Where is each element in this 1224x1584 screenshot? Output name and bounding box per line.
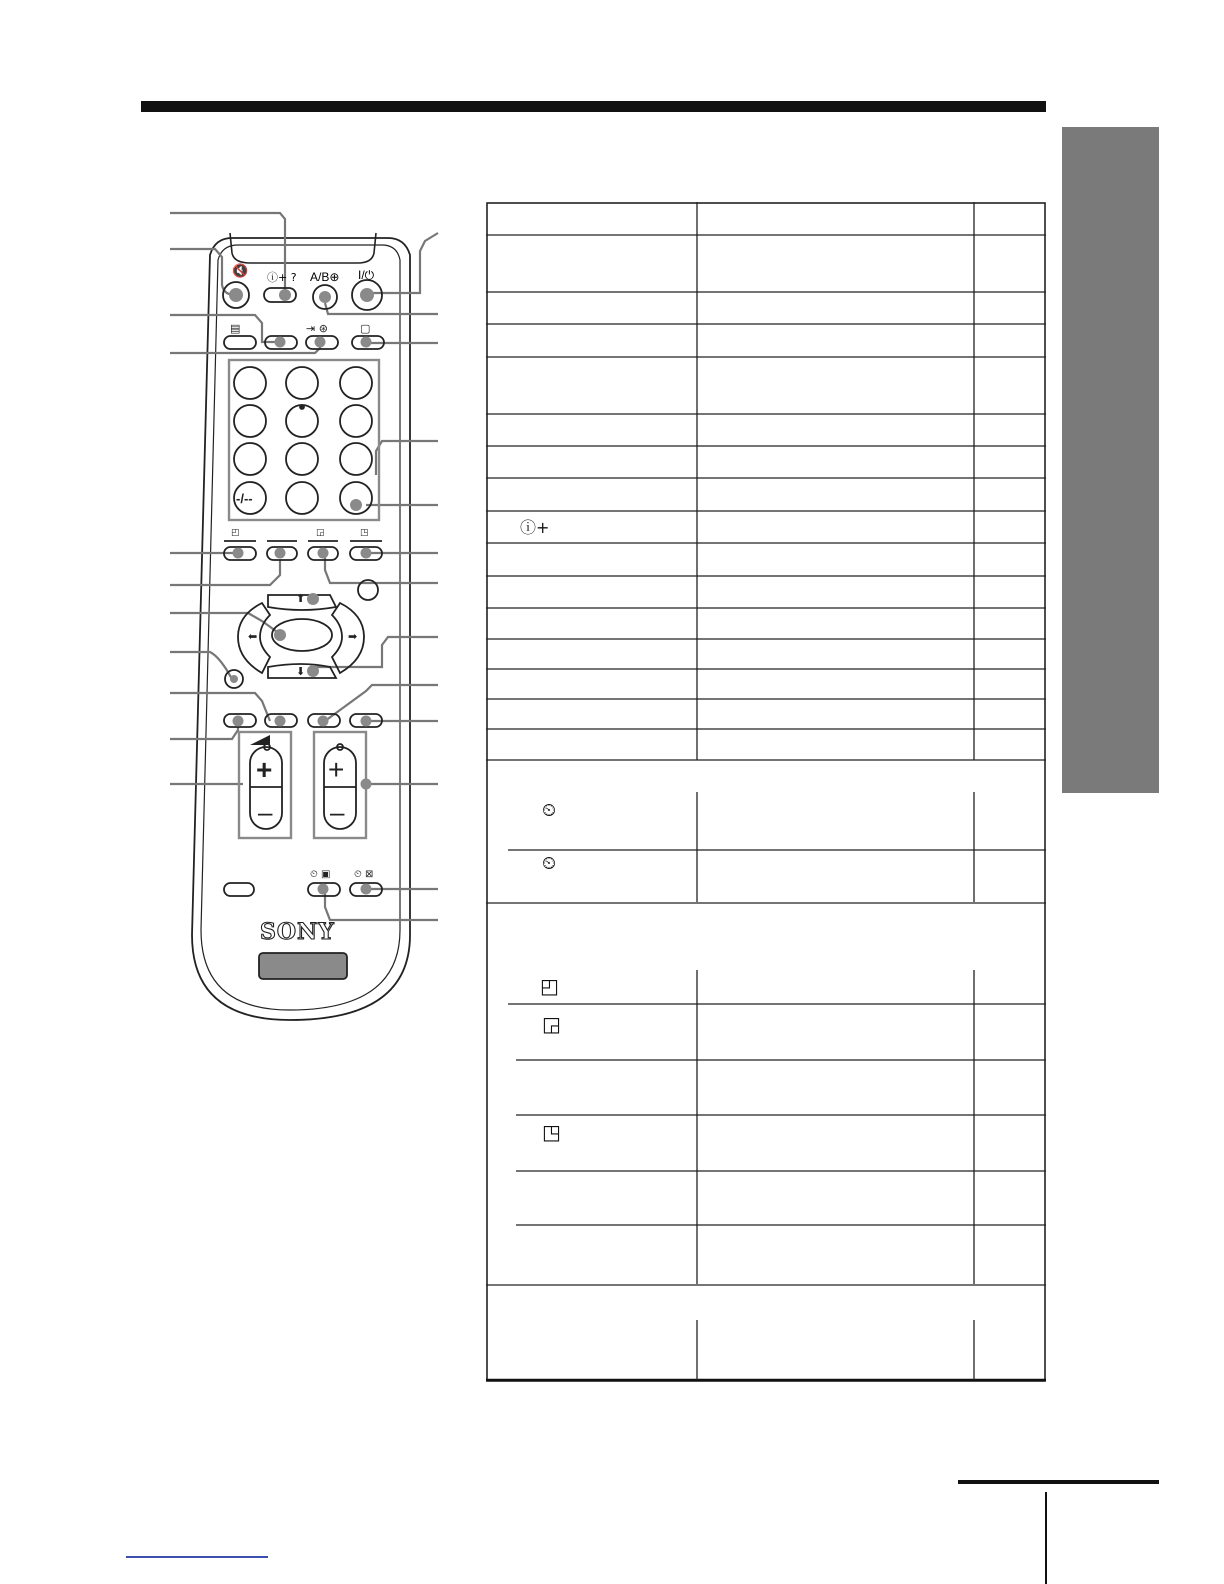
svg-text:◲: ◲ xyxy=(316,528,325,538)
svg-text:+: + xyxy=(328,754,345,785)
timer-icon: ⏲ xyxy=(542,853,557,874)
footer-divider xyxy=(1045,1492,1047,1584)
svg-text:–: – xyxy=(330,797,345,827)
pip-icon: ◰ xyxy=(231,528,240,538)
svg-text:◳: ◳ xyxy=(360,528,369,538)
tv-icon: ▢ xyxy=(360,322,371,335)
pip-icon: ◰ xyxy=(540,974,559,998)
table-rows-last xyxy=(697,1320,974,1380)
teletext-button xyxy=(224,336,256,349)
top-rule xyxy=(141,101,1046,112)
info-icon: ⓘ+ ? xyxy=(267,271,297,284)
row-1-buttons xyxy=(223,263,382,310)
table-rows-timer xyxy=(486,792,1046,903)
brand-logo: SONY xyxy=(260,919,335,945)
remote-body xyxy=(192,238,410,1020)
fastext-row xyxy=(224,528,382,600)
info-icon: ⓘ+ xyxy=(520,518,550,537)
footer-rule xyxy=(958,1480,1159,1484)
section-side-tab xyxy=(1062,127,1159,793)
teletext-icon: ▤ xyxy=(230,322,241,335)
arrow-up-icon: ⬆ xyxy=(296,593,306,605)
volume-program-rockers xyxy=(239,732,372,838)
arrow-down-icon: ⬇ xyxy=(296,666,306,678)
svg-text:⏲ ⊠: ⏲ ⊠ xyxy=(354,869,374,880)
numpad-special-label: -/-- xyxy=(236,491,253,506)
pip-icon: ◲ xyxy=(542,1012,561,1036)
svg-text:+: + xyxy=(256,754,273,785)
timer-icon: ⏲ ▣ xyxy=(310,869,331,880)
button-reference-table xyxy=(486,202,1046,1382)
navigation-pad xyxy=(225,593,364,688)
numpad xyxy=(229,360,379,520)
ab-sound-label: A/B⊕ xyxy=(310,270,340,284)
footer-link-underline[interactable] xyxy=(126,1556,268,1558)
svg-text:–: – xyxy=(258,797,273,827)
arrow-right-icon: ➡ xyxy=(348,631,358,643)
timer-icon: ⏲ xyxy=(542,800,557,821)
table-rows-pip xyxy=(486,970,1046,1285)
table-rows-upper xyxy=(486,235,1046,760)
pip-icon: ◳ xyxy=(542,1120,561,1144)
arrow-left-icon: ⬅ xyxy=(248,631,258,643)
menu-row xyxy=(224,714,382,727)
row-2-buttons xyxy=(224,322,384,349)
input-icon: ⇥ ⊛ xyxy=(306,322,328,335)
power-icon: I/⏻ xyxy=(358,268,375,282)
remote-control-illustration xyxy=(120,195,460,1035)
mute-icon: 🔇 xyxy=(232,264,249,279)
